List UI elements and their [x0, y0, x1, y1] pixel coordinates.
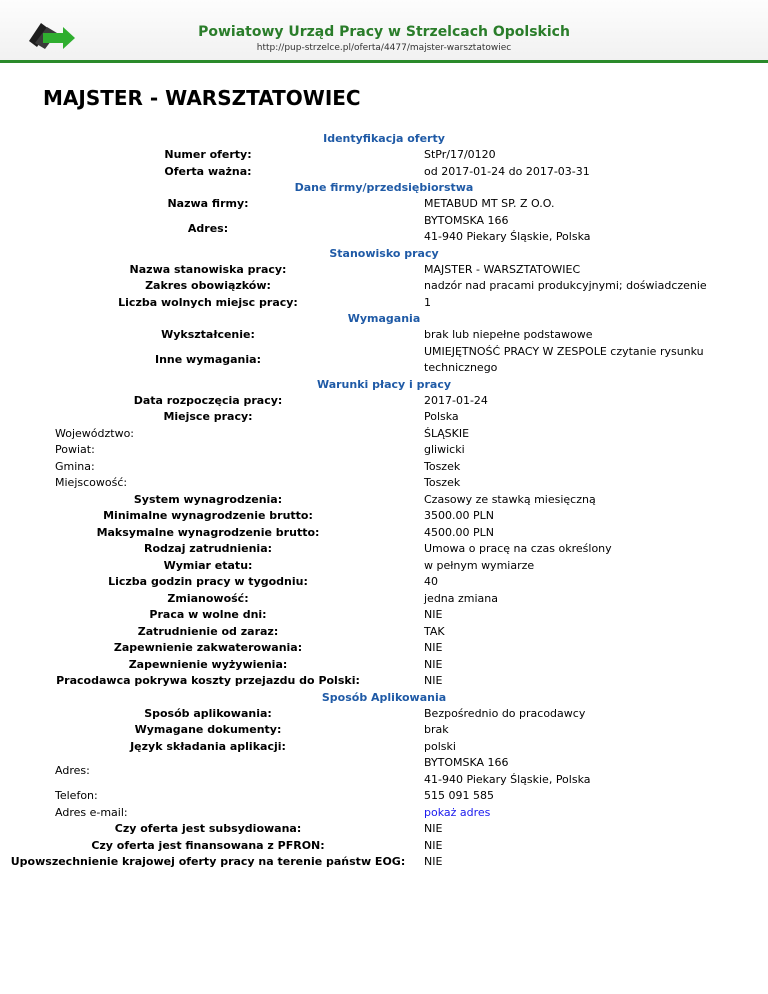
detail-label: Upowszechnienie krajowej oferty pracy na terenie państw EOG:	[10, 855, 406, 868]
detail-row	[0, 591, 768, 608]
detail-row	[0, 657, 768, 674]
detail-label: Rodzaj zatrudnienia:	[143, 542, 273, 555]
detail-value: gliwicki	[424, 443, 465, 456]
detail-label: Liczba wolnych miejsc pracy:	[118, 295, 298, 309]
detail-row	[0, 442, 768, 459]
section-title: Identyfikacja oferty	[323, 132, 445, 145]
detail-row	[0, 475, 768, 492]
detail-value: od 2017-01-24 do 2017-03-31	[424, 164, 590, 178]
detail-value: BYTOMSKA 166 41-940 Piekary Śląskie, Polska	[424, 213, 591, 243]
detail-label: Inne wymagania:	[155, 352, 261, 366]
detail-row	[0, 327, 768, 344]
section-title: Wymagania	[347, 312, 421, 325]
detail-label: Sposób aplikowania:	[144, 706, 272, 720]
detail-value: nadzór nad pracami produkcyjnymi; doświadczenie	[424, 279, 707, 292]
detail-value: jedna zmiana	[424, 591, 499, 605]
detail-value: TAK	[424, 624, 445, 638]
detail-value: 2017-01-24	[424, 393, 488, 407]
detail-label: Zapewnienie zakwaterowania:	[113, 641, 303, 654]
detail-row	[0, 409, 768, 426]
detail-value: polski	[424, 739, 456, 753]
detail-label: Pracodawca pokrywa koszty przejazdu do Polski:	[56, 674, 360, 687]
detail-label: Zatrudnienie od zaraz:	[137, 624, 279, 638]
detail-label: Minimalne wynagrodzenie brutto:	[103, 509, 313, 522]
detail-value: Bezpośrednio do pracodawcy	[424, 706, 586, 720]
detail-label: Nazwa stanowiska pracy:	[129, 262, 287, 276]
detail-label: Telefon:	[55, 789, 98, 802]
page-header	[0, 0, 768, 63]
section-title: Stanowisko pracy	[329, 246, 439, 260]
detail-label: Wykształcenie:	[161, 328, 255, 341]
detail-label: Wymagane dokumenty:	[134, 723, 282, 736]
detail-value: StPr/17/0120	[424, 148, 496, 161]
detail-label: Gmina:	[55, 459, 95, 473]
detail-row	[0, 805, 768, 822]
detail-value: Polska	[424, 410, 459, 423]
detail-row	[0, 854, 768, 871]
detail-row	[0, 607, 768, 624]
detail-row	[0, 262, 768, 279]
detail-label: Data rozpoczęcia pracy:	[133, 393, 283, 407]
detail-label: Praca w wolne dni:	[149, 608, 267, 621]
detail-row	[0, 558, 768, 575]
detail-label: Miejscowość:	[55, 476, 128, 489]
detail-row	[0, 426, 768, 443]
detail-value: Czasowy ze stawką miesięczną	[424, 492, 596, 506]
detail-value: brak lub niepełne podstawowe	[424, 328, 593, 341]
offer-details	[0, 131, 768, 871]
detail-row	[0, 213, 768, 246]
detail-label: Czy oferta jest finansowana z PFRON:	[91, 838, 325, 852]
detail-value: 4500.00 PLN	[424, 525, 494, 539]
page-title: MAJSTER - WARSZTATOWIEC	[43, 86, 361, 110]
site-title[interactable]: Powiatowy Urząd Pracy w Strzelcach Opolskich	[198, 24, 570, 40]
detail-value: NIE	[424, 641, 443, 654]
detail-label: Powiat:	[55, 443, 95, 456]
site-url: http://pup-strzelce.pl/oferta/4477/majster-warsztatowiec	[256, 43, 512, 53]
detail-value: 40	[424, 575, 438, 588]
section-title: Warunki płacy i pracy	[316, 377, 452, 391]
detail-row	[0, 574, 768, 591]
detail-row	[0, 624, 768, 641]
detail-value: 515 091 585	[424, 789, 494, 802]
detail-row	[0, 508, 768, 525]
detail-row	[0, 459, 768, 476]
detail-label: System wynagrodzenia:	[133, 492, 283, 506]
detail-row	[0, 344, 768, 377]
detail-value: NIE	[424, 674, 443, 687]
detail-value: NIE	[424, 608, 443, 621]
show-email-link[interactable]: pokaż adres	[424, 805, 491, 819]
detail-row	[0, 821, 768, 838]
detail-row	[0, 164, 768, 181]
section-title: Sposób Aplikowania	[321, 690, 447, 704]
detail-label: Województwo:	[55, 426, 135, 440]
detail-value: 3500.00 PLN	[424, 509, 494, 522]
detail-label: Liczba godzin pracy w tygodniu:	[108, 575, 308, 588]
detail-row	[0, 278, 768, 295]
detail-value: ŚLĄSKIE	[424, 426, 470, 440]
detail-label: Adres:	[187, 221, 229, 235]
detail-value: BYTOMSKA 166 41-940 Piekary Śląskie, Polska	[424, 756, 591, 786]
detail-value: w pełnym wymiarze	[424, 558, 535, 572]
detail-label: Maksymalne wynagrodzenie brutto:	[96, 525, 320, 539]
detail-row	[0, 295, 768, 312]
detail-row	[0, 673, 768, 690]
detail-row	[0, 722, 768, 739]
detail-label: Oferta ważna:	[164, 164, 252, 178]
detail-row	[0, 838, 768, 855]
detail-row	[0, 788, 768, 805]
detail-row	[0, 525, 768, 542]
detail-value: 1	[424, 295, 431, 309]
detail-row	[0, 196, 768, 213]
detail-row	[0, 755, 768, 788]
detail-value: METABUD MT SP. Z O.O.	[424, 197, 555, 210]
detail-label: Nazwa firmy:	[167, 197, 249, 210]
detail-value: NIE	[424, 838, 443, 852]
detail-label: Zapewnienie wyżywienia:	[128, 657, 288, 671]
detail-label: Adres:	[55, 764, 90, 778]
detail-row	[0, 492, 768, 509]
detail-value: Toszek	[424, 476, 461, 489]
detail-value: Toszek	[424, 459, 461, 473]
detail-label: Zakres obowiązków:	[145, 279, 271, 292]
detail-value: NIE	[424, 822, 443, 835]
section-title: Dane firmy/przedsiębiorstwa	[294, 181, 474, 194]
detail-row	[0, 640, 768, 657]
detail-value: NIE	[424, 657, 443, 671]
detail-label: Język składania aplikacji:	[130, 739, 286, 753]
detail-row	[0, 147, 768, 164]
detail-value: UMIEJĘTNOŚĆ PRACY W ZESPOLE czytanie rysunku technicznego	[424, 344, 704, 374]
detail-row	[0, 541, 768, 558]
detail-value: brak	[424, 723, 449, 736]
detail-label: Zmianowość:	[167, 591, 249, 605]
detail-row	[0, 393, 768, 410]
detail-label: Adres e-mail:	[55, 805, 128, 819]
detail-label: Czy oferta jest subsydiowana:	[114, 822, 302, 835]
detail-row	[0, 706, 768, 723]
detail-label: Wymiar etatu:	[163, 558, 253, 572]
detail-row	[0, 739, 768, 756]
detail-label: Miejsce pracy:	[163, 410, 253, 423]
detail-label: Numer oferty:	[164, 148, 252, 161]
detail-value: Umowa o pracę na czas określony	[424, 542, 612, 555]
detail-value: NIE	[424, 855, 443, 868]
detail-value: MAJSTER - WARSZTATOWIEC	[424, 262, 581, 276]
